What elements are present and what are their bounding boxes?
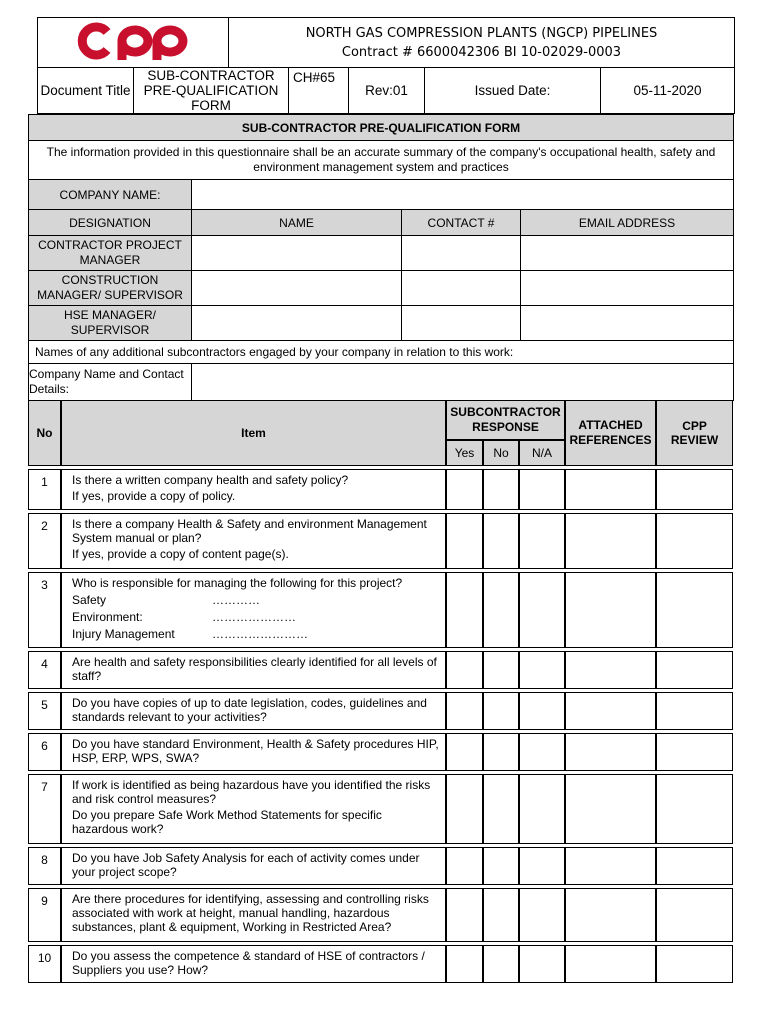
question-row <box>28 888 733 942</box>
review-cell[interactable] <box>656 774 733 844</box>
review-cell[interactable] <box>656 469 733 510</box>
yes-cell[interactable] <box>446 847 483 885</box>
no-cell[interactable] <box>483 692 519 730</box>
safety-line: Safety ………… <box>72 593 260 607</box>
yes-cell[interactable] <box>446 513 483 569</box>
question-row <box>28 651 733 689</box>
question-text: Do you have Job Safety Analysis for each of activity comes under your project scope? <box>61 847 446 885</box>
no-cell[interactable] <box>483 847 519 885</box>
na-cell[interactable] <box>519 847 565 885</box>
no-cell[interactable] <box>483 733 519 771</box>
question-number: 4 <box>28 651 61 689</box>
contact-field[interactable] <box>402 306 521 341</box>
company-logo <box>38 18 229 68</box>
question-text: Do you assess the competence & standard of HSE of contractors / Suppliers you use? How? <box>61 945 446 983</box>
question-number: 3 <box>28 572 61 648</box>
cpp-logo-icon <box>74 20 192 60</box>
na-cell[interactable] <box>519 469 565 510</box>
col-yes: Yes <box>446 440 483 466</box>
review-cell[interactable] <box>656 847 733 885</box>
question-text: If work is identified as being hazardous have you identified the risks and risk control measures? Do you prepare Safe Work Method Statements for specific hazardous work? <box>61 774 446 844</box>
question-number: 9 <box>28 888 61 942</box>
question-text: Are there procedures for identifying, assessing and controlling risks associated with work at height, manual handling, hazardous substances, plant & equipment, Working in Restricted Area? <box>61 888 446 942</box>
references-cell[interactable] <box>565 469 656 510</box>
references-cell[interactable] <box>565 572 656 648</box>
question-text: Is there a company Health & Safety and environment Management System manual or plan? If yes, provide a copy of content page(s). <box>61 513 446 569</box>
col-name: NAME <box>192 210 402 236</box>
question-row <box>28 513 733 569</box>
question-row <box>28 847 733 885</box>
revision: Rev:01 <box>349 68 425 114</box>
col-contact: CONTACT # <box>402 210 521 236</box>
contract-number: Contract # 6600042306 BI 10-02029-0003 <box>341 44 622 60</box>
yes-cell[interactable] <box>446 651 483 689</box>
na-cell[interactable] <box>519 692 565 730</box>
injury-management-line: Injury Management …………………… <box>72 627 308 641</box>
no-cell[interactable] <box>483 469 519 510</box>
col-na: N/A <box>519 440 565 466</box>
references-cell[interactable] <box>565 651 656 689</box>
col-subcontractor-response: SUBCONTRACTOR RESPONSE <box>446 400 565 440</box>
question-number: 1 <box>28 469 61 510</box>
doc-title-value: SUB-CONTRACTOR PRE-QUALIFICATION FORM <box>134 68 289 114</box>
company-name-field[interactable] <box>192 180 734 210</box>
references-cell[interactable] <box>565 692 656 730</box>
question-text: Do you have copies of up to date legislation, codes, guidelines and standards relevant to your activities? <box>61 692 446 730</box>
email-field[interactable] <box>521 306 734 341</box>
question-number: 2 <box>28 513 61 569</box>
references-cell[interactable] <box>565 847 656 885</box>
question-row <box>28 469 733 510</box>
no-cell[interactable] <box>483 774 519 844</box>
environment-line: Environment: ………………… <box>72 610 296 624</box>
na-cell[interactable] <box>519 733 565 771</box>
review-cell[interactable] <box>656 513 733 569</box>
designation-hse-manager: HSE MANAGER/ SUPERVISOR <box>29 306 192 341</box>
question-row <box>28 945 733 983</box>
issued-date-value: 05-11-2020 <box>601 68 735 114</box>
email-field[interactable] <box>521 236 734 271</box>
document-header <box>37 17 735 114</box>
col-no: No <box>28 400 61 466</box>
no-cell[interactable] <box>483 513 519 569</box>
form-intro: The information provided in this questionnaire shall be an accurate summary of the company's occupational health, safety and environment management system and practices <box>29 141 734 180</box>
no-cell[interactable] <box>483 888 519 942</box>
name-field[interactable] <box>192 306 402 341</box>
review-cell[interactable] <box>656 651 733 689</box>
col-no-option: No <box>483 440 519 466</box>
name-field[interactable] <box>192 236 402 271</box>
question-row <box>28 572 733 648</box>
contact-field[interactable] <box>402 236 521 271</box>
project-title: NORTH GAS COMPRESSION PLANTS (NGCP) PIPELINES <box>305 25 658 41</box>
na-cell[interactable] <box>519 945 565 983</box>
question-number: 6 <box>28 733 61 771</box>
col-item: Item <box>61 400 446 466</box>
no-cell[interactable] <box>483 945 519 983</box>
form-title: SUB-CONTRACTOR PRE-QUALIFICATION FORM <box>29 115 734 141</box>
review-cell[interactable] <box>656 692 733 730</box>
yes-cell[interactable] <box>446 469 483 510</box>
yes-cell[interactable] <box>446 572 483 648</box>
no-cell[interactable] <box>483 572 519 648</box>
questionnaire-table <box>28 400 733 983</box>
issued-date-label: Issued Date: <box>425 68 601 114</box>
na-cell[interactable] <box>519 888 565 942</box>
name-field[interactable] <box>192 271 402 306</box>
references-cell[interactable] <box>565 888 656 942</box>
review-cell[interactable] <box>656 888 733 942</box>
company-contact-label: Company Name and Contact Details: <box>29 364 192 401</box>
email-field[interactable] <box>521 271 734 306</box>
prequal-form <box>28 114 734 401</box>
yes-cell[interactable] <box>446 692 483 730</box>
references-cell[interactable] <box>565 774 656 844</box>
contact-field[interactable] <box>402 271 521 306</box>
question-row <box>28 733 733 771</box>
doc-title-label: Document Title <box>38 68 134 114</box>
company-contact-field[interactable] <box>192 364 734 401</box>
yes-cell[interactable] <box>446 888 483 942</box>
references-cell[interactable] <box>565 945 656 983</box>
company-name-label: COMPANY NAME: <box>29 180 192 210</box>
na-cell[interactable] <box>519 774 565 844</box>
review-cell[interactable] <box>656 945 733 983</box>
question-row <box>28 774 733 844</box>
designation-project-manager: CONTRACTOR PROJECT MANAGER <box>29 236 192 271</box>
col-cpp-review: CPP REVIEW <box>656 400 733 466</box>
na-cell[interactable] <box>519 572 565 648</box>
designation-construction-manager: CONSTRUCTION MANAGER/ SUPERVISOR <box>29 271 192 306</box>
col-designation: DESIGNATION <box>29 210 192 236</box>
col-email: EMAIL ADDRESS <box>521 210 734 236</box>
question-row <box>28 692 733 730</box>
na-cell[interactable] <box>519 651 565 689</box>
question-number: 7 <box>28 774 61 844</box>
na-cell[interactable] <box>519 513 565 569</box>
additional-subcontractors-note: Names of any additional subcontractors engaged by your company in relation to this work: <box>29 341 734 364</box>
question-text: Are health and safety responsibilities clearly identified for all levels of staff? <box>61 651 446 689</box>
project-info <box>229 18 735 68</box>
references-cell[interactable] <box>565 513 656 569</box>
col-attached-references: ATTACHED REFERENCES <box>565 400 656 466</box>
question-text: Do you have standard Environment, Health & Safety procedures HIP, HSP, ERP, WPS, SWA? <box>61 733 446 771</box>
question-number: 8 <box>28 847 61 885</box>
question-number: 5 <box>28 692 61 730</box>
references-cell[interactable] <box>565 733 656 771</box>
question-text: Who is responsible for managing the following for this project? Safety ………… Environment: ………………… Injury Management …………………… <box>61 572 446 648</box>
ch-number: CH#65 <box>289 68 349 114</box>
question-text: Is there a written company health and safety policy? If yes, provide a copy of policy. <box>61 469 446 510</box>
yes-cell[interactable] <box>446 733 483 771</box>
review-cell[interactable] <box>656 733 733 771</box>
no-cell[interactable] <box>483 651 519 689</box>
question-number: 10 <box>28 945 61 983</box>
review-cell[interactable] <box>656 572 733 648</box>
yes-cell[interactable] <box>446 774 483 844</box>
yes-cell[interactable] <box>446 945 483 983</box>
